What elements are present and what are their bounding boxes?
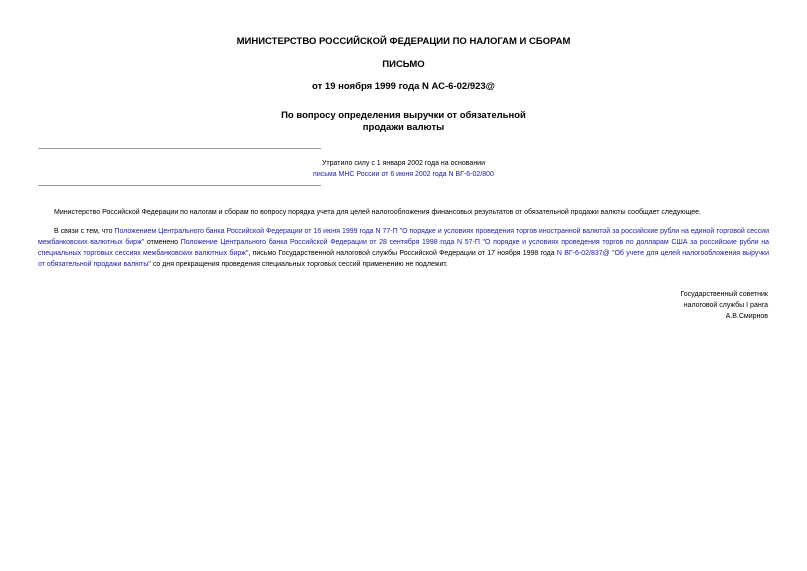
link-letter-vg-6-02-837[interactable]: N ВГ-6-02/837@ "Об учете для целей налогообложения выручки от обязательной продажи валюты" <box>38 250 769 268</box>
document-subject <box>0 110 807 134</box>
signature-block <box>680 289 768 322</box>
subject-line-1: По вопросу определения выручки от обязательной <box>281 110 526 121</box>
document-date-number: от 19 ноября 1999 года N АС-6-02/923@ <box>312 81 495 92</box>
link-regulation-57p[interactable]: Положение Центрального банка Российской Федерации от 28 сентября 1998 года N 57-П "О порядке и условиях проведения торгов по долларам США за российские рубли на специальных торговых сессиях межбанковских валютных бирж" <box>38 239 770 257</box>
paragraph-2-text-1: В связи с тем, что <box>54 228 115 235</box>
agency-name: МИНИСТЕРСТВО РОССИЙСКОЙ ФЕДЕРАЦИИ ПО НАЛОГАМ И СБОРАМ <box>236 36 571 47</box>
signature-title-2: налоговой службы I ранга <box>683 302 768 309</box>
status-note <box>250 158 557 180</box>
document-type: ПИСЬМО <box>382 59 425 70</box>
paragraph-2-text-2: отменено <box>144 239 181 246</box>
divider-bottom <box>38 185 321 186</box>
signature-title-1: Государственный советник <box>680 291 768 298</box>
body-paragraph-1: Министерство Российской Федерации по налогам и сборам по вопросу порядка учета для целей налогообложения финансовых результатов от обязательной продажи валюты сообщает следующее. <box>54 209 702 216</box>
signature-name: А.В.Смирнов <box>725 313 768 320</box>
body-paragraph-2 <box>38 226 769 270</box>
subject-line-2: продажи валюты <box>362 122 445 133</box>
status-note-link[interactable]: письма МНС России от 6 июня 2002 года N ВГ-6-02/800 <box>313 171 494 178</box>
link-regulation-77p[interactable]: Положением Центрального банка Российской Федерации от 16 июня 1999 года N 77-П "О порядке и условиях проведения торгов иностранной валютой за российские рубли на единой торговой сессии межбанковских валютных бирж" <box>38 228 769 246</box>
paragraph-2-text-4: со дня прекращения проведения специальных торговых сессий применению не подлежит. <box>150 261 448 268</box>
divider-top <box>38 148 321 149</box>
status-note-text: Утратило силу с 1 января 2002 года на основании <box>321 160 486 167</box>
paragraph-2-text-3: , письмо Государственной налоговой службы Российской Федерации от 17 ноября 1998 года <box>248 250 557 257</box>
